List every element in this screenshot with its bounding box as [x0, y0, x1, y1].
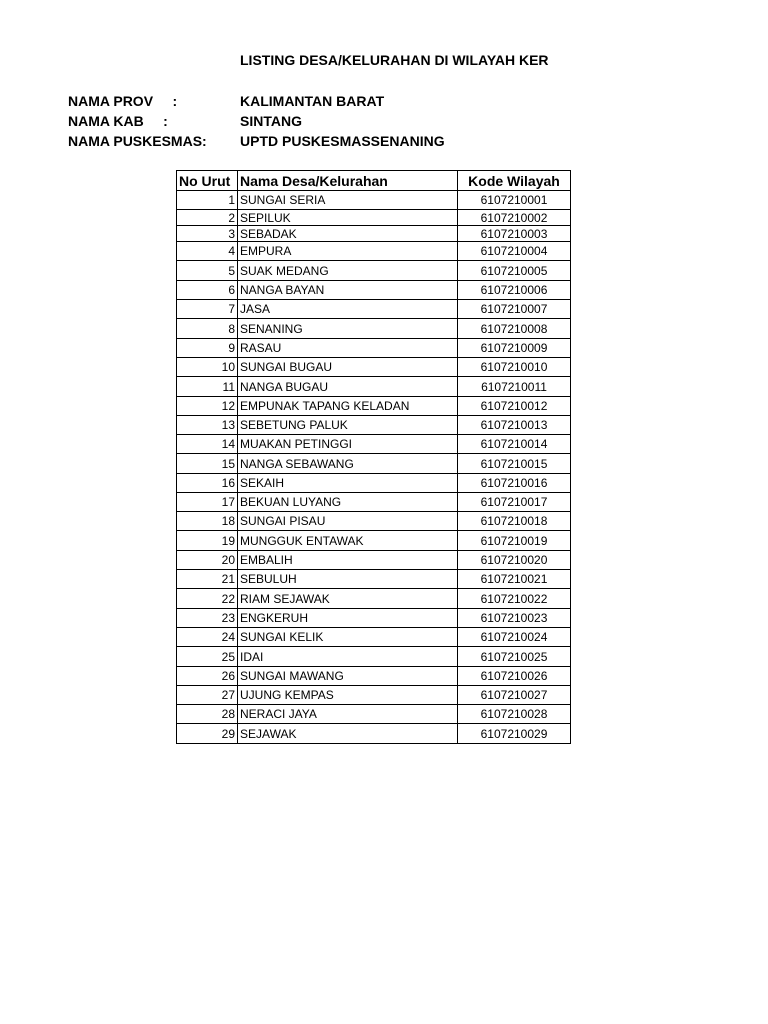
meta-value: KALIMANTAN BARAT — [240, 93, 385, 109]
meta-value: UPTD PUSKESMASSENANING — [240, 133, 445, 149]
region-code: 6107210024 — [458, 628, 571, 647]
region-code: 6107210027 — [458, 686, 571, 705]
village-name: IDAI — [238, 647, 458, 667]
region-code: 6107210005 — [458, 261, 571, 281]
village-name: SUNGAI BUGAU — [238, 358, 458, 377]
village-name: NANGA BAYAN — [238, 281, 458, 300]
table-row — [177, 531, 571, 551]
table-row — [177, 705, 571, 724]
region-code: 6107210020 — [458, 551, 571, 570]
village-name: EMPURA — [238, 242, 458, 261]
header-info — [68, 91, 568, 151]
row-number: 24 — [177, 628, 238, 647]
region-code: 6107210013 — [458, 416, 571, 435]
region-code: 6107210001 — [458, 191, 571, 210]
row-number: 13 — [177, 416, 238, 435]
village-name: MUNGGUK ENTAWAK — [238, 531, 458, 551]
table-row — [177, 416, 571, 435]
table-row — [177, 512, 571, 531]
row-number: 4 — [177, 242, 238, 261]
meta-value: SINTANG — [240, 113, 302, 129]
region-code: 6107210016 — [458, 474, 571, 493]
region-code: 6107210008 — [458, 319, 571, 339]
row-number: 9 — [177, 339, 238, 358]
village-name: ENGKERUH — [238, 609, 458, 628]
village-name: SUNGAI MAWANG — [238, 667, 458, 686]
village-name: SUNGAI SERIA — [238, 191, 458, 210]
row-number: 6 — [177, 281, 238, 300]
row-number: 3 — [177, 226, 238, 242]
table-row — [177, 226, 571, 242]
row-number: 1 — [177, 191, 238, 210]
table-row — [177, 609, 571, 628]
village-name: SEBULUH — [238, 570, 458, 589]
table-row — [177, 454, 571, 474]
table-row — [177, 377, 571, 397]
row-number: 22 — [177, 589, 238, 609]
meta-row-kab — [68, 111, 568, 131]
meta-row-prov — [68, 91, 568, 111]
table-row — [177, 647, 571, 667]
row-number: 25 — [177, 647, 238, 667]
row-number: 18 — [177, 512, 238, 531]
column-header-nama-desa: Nama Desa/Kelurahan — [238, 171, 458, 191]
table-row — [177, 319, 571, 339]
region-code: 6107210015 — [458, 454, 571, 474]
table-row — [177, 210, 571, 226]
region-code: 6107210007 — [458, 300, 571, 319]
row-number: 16 — [177, 474, 238, 493]
row-number: 17 — [177, 493, 238, 512]
region-code: 6107210026 — [458, 667, 571, 686]
village-name: NANGA BUGAU — [238, 377, 458, 397]
table-row — [177, 686, 571, 705]
village-name: SEBADAK — [238, 226, 458, 242]
region-code: 6107210003 — [458, 226, 571, 242]
table-row — [177, 667, 571, 686]
village-name: MUAKAN PETINGGI — [238, 435, 458, 454]
row-number: 28 — [177, 705, 238, 724]
table-row — [177, 242, 571, 261]
row-number: 26 — [177, 667, 238, 686]
table-row — [177, 589, 571, 609]
column-header-kode-wilayah: Kode Wilayah — [458, 171, 571, 191]
document-title: LISTING DESA/KELURAHAN DI WILAYAH KER — [240, 52, 549, 68]
row-number: 12 — [177, 397, 238, 416]
table-row — [177, 724, 571, 744]
region-code: 6107210025 — [458, 647, 571, 667]
row-number: 5 — [177, 261, 238, 281]
row-number: 29 — [177, 724, 238, 744]
meta-label: NAMA PUSKESMAS: — [68, 133, 207, 149]
region-code: 6107210017 — [458, 493, 571, 512]
table-row — [177, 191, 571, 210]
village-name: JASA — [238, 300, 458, 319]
village-name: SEKAIH — [238, 474, 458, 493]
region-code: 6107210021 — [458, 570, 571, 589]
region-code: 6107210012 — [458, 397, 571, 416]
row-number: 8 — [177, 319, 238, 339]
region-code: 6107210014 — [458, 435, 571, 454]
table-row — [177, 261, 571, 281]
village-name: NERACI JAYA — [238, 705, 458, 724]
row-number: 2 — [177, 210, 238, 226]
village-name: SENANING — [238, 319, 458, 339]
table-row — [177, 358, 571, 377]
meta-label: NAMA PROV : — [68, 93, 178, 109]
meta-label: NAMA KAB : — [68, 113, 168, 129]
village-name: EMBALIH — [238, 551, 458, 570]
row-number: 7 — [177, 300, 238, 319]
row-number: 19 — [177, 531, 238, 551]
row-number: 15 — [177, 454, 238, 474]
village-name: NANGA SEBAWANG — [238, 454, 458, 474]
region-code: 6107210023 — [458, 609, 571, 628]
table-body — [177, 191, 571, 744]
table-row — [177, 435, 571, 454]
region-code: 6107210006 — [458, 281, 571, 300]
region-code: 6107210004 — [458, 242, 571, 261]
village-name: EMPUNAK TAPANG KELADAN — [238, 397, 458, 416]
region-code: 6107210029 — [458, 724, 571, 744]
table-row — [177, 339, 571, 358]
region-code: 6107210019 — [458, 531, 571, 551]
row-number: 20 — [177, 551, 238, 570]
meta-row-puskesmas — [68, 131, 568, 151]
village-name: SEPILUK — [238, 210, 458, 226]
region-code: 6107210028 — [458, 705, 571, 724]
table-row — [177, 551, 571, 570]
table-row — [177, 570, 571, 589]
row-number: 23 — [177, 609, 238, 628]
row-number: 21 — [177, 570, 238, 589]
village-name: RASAU — [238, 339, 458, 358]
table-header-row — [177, 171, 571, 191]
village-name: SUAK MEDANG — [238, 261, 458, 281]
village-listing-table — [176, 170, 571, 744]
village-name: UJUNG KEMPAS — [238, 686, 458, 705]
village-name: BEKUAN LUYANG — [238, 493, 458, 512]
table-row — [177, 397, 571, 416]
village-name: SEJAWAK — [238, 724, 458, 744]
table-row — [177, 281, 571, 300]
column-header-no-urut: No Urut — [177, 171, 238, 191]
village-name: SEBETUNG PALUK — [238, 416, 458, 435]
region-code: 6107210010 — [458, 358, 571, 377]
region-code: 6107210009 — [458, 339, 571, 358]
row-number: 10 — [177, 358, 238, 377]
village-name: SUNGAI PISAU — [238, 512, 458, 531]
region-code: 6107210011 — [458, 377, 571, 397]
region-code: 6107210002 — [458, 210, 571, 226]
region-code: 6107210018 — [458, 512, 571, 531]
table-row — [177, 493, 571, 512]
table-row — [177, 300, 571, 319]
row-number: 11 — [177, 377, 238, 397]
region-code: 6107210022 — [458, 589, 571, 609]
village-name: SUNGAI KELIK — [238, 628, 458, 647]
table-row — [177, 474, 571, 493]
row-number: 14 — [177, 435, 238, 454]
row-number: 27 — [177, 686, 238, 705]
table-row — [177, 628, 571, 647]
village-name: RIAM SEJAWAK — [238, 589, 458, 609]
